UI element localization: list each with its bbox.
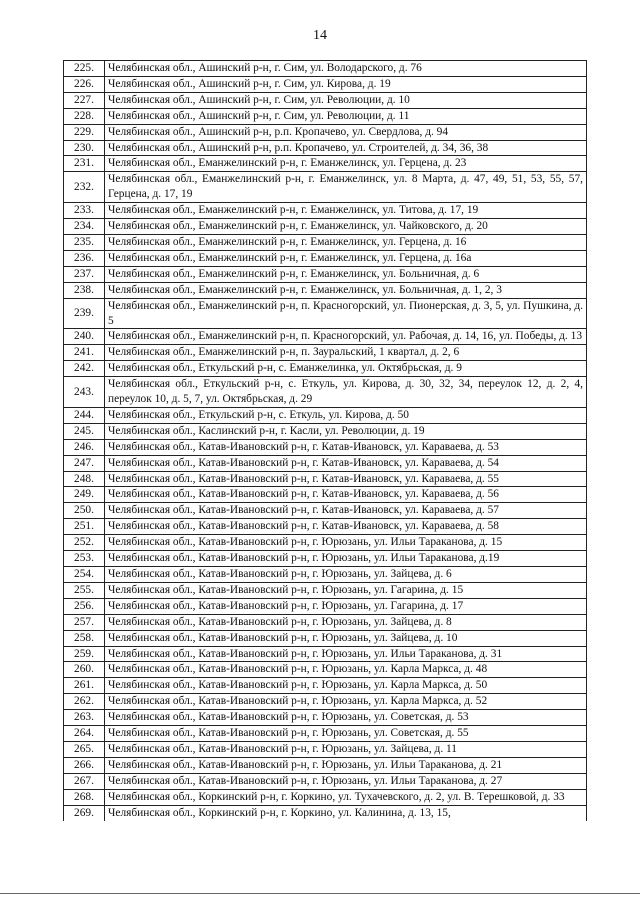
row-number: 266. xyxy=(64,757,105,773)
row-address: Челябинская обл., Ашинский р-н, р.п. Кропачево, ул. Свердлова, д. 94 xyxy=(105,124,587,140)
row-number: 245. xyxy=(64,423,105,439)
table-row xyxy=(64,377,587,408)
table-row xyxy=(64,519,587,535)
table-row xyxy=(64,551,587,567)
row-address: Челябинская обл., Катав-Ивановский р-н, г. Юрюзань, ул. Гагарина, д. 15 xyxy=(105,582,587,598)
row-address: Челябинская обл., Катав-Ивановский р-н, г. Катав-Ивановск, ул. Караваева, д. 58 xyxy=(105,519,587,535)
row-address: Челябинская обл., Катав-Ивановский р-н, г. Юрюзань, ул. Карла Маркса, д. 48 xyxy=(105,662,587,678)
row-number: 233. xyxy=(64,203,105,219)
table-row xyxy=(64,646,587,662)
row-address: Челябинская обл., Еманжелинский р-н, п. Красногорский, ул. Пионерская, д. 3, 5, ул. Пушкина, д. 5 xyxy=(105,298,587,329)
row-address: Челябинская обл., Еманжелинский р-н, г. Еманжелинск, ул. 8 Марта, д. 47, 49, 51, 53, 55, 57, Герцена, д. 17, 19 xyxy=(105,172,587,203)
table-row xyxy=(64,455,587,471)
row-address: Челябинская обл., Катав-Ивановский р-н, г. Юрюзань, ул. Ильи Тараканова, д. 15 xyxy=(105,535,587,551)
row-address: Челябинская обл., Ашинский р-н, г. Сим, ул. Володарского, д. 76 xyxy=(105,61,587,77)
table-row xyxy=(64,614,587,630)
row-number: 260. xyxy=(64,662,105,678)
row-number: 232. xyxy=(64,172,105,203)
table-row xyxy=(64,678,587,694)
table-row xyxy=(64,773,587,789)
table-row xyxy=(64,423,587,439)
row-number: 248. xyxy=(64,471,105,487)
row-number: 231. xyxy=(64,156,105,172)
row-address: Челябинская обл., Еткульский р-н, с. Еткуль, ул. Кирова, д. 50 xyxy=(105,407,587,423)
table-row xyxy=(64,710,587,726)
table-row xyxy=(64,439,587,455)
table-row xyxy=(64,219,587,235)
table-row xyxy=(64,487,587,503)
row-number: 227. xyxy=(64,92,105,108)
row-address: Челябинская обл., Еманжелинский р-н, г. Еманжелинск, ул. Герцена, д. 16 xyxy=(105,234,587,250)
table-row xyxy=(64,471,587,487)
row-number: 265. xyxy=(64,741,105,757)
row-number: 259. xyxy=(64,646,105,662)
address-register-table xyxy=(63,60,587,821)
row-address: Челябинская обл., Катав-Ивановский р-н, г. Катав-Ивановск, ул. Караваева, д. 56 xyxy=(105,487,587,503)
row-address: Челябинская обл., Катав-Ивановский р-н, г. Юрюзань, ул. Ильи Тараканова, д. 21 xyxy=(105,757,587,773)
row-number: 225. xyxy=(64,61,105,77)
table-row xyxy=(64,630,587,646)
row-number: 236. xyxy=(64,250,105,266)
table-row xyxy=(64,598,587,614)
row-address: Челябинская обл., Еманжелинский р-н, г. Еманжелинск, ул. Герцена, д. 16а xyxy=(105,250,587,266)
row-address: Челябинская обл., Ашинский р-н, р.п. Кропачево, ул. Строителей, д. 34, 36, 38 xyxy=(105,140,587,156)
row-address: Челябинская обл., Катав-Ивановский р-н, г. Катав-Ивановск, ул. Караваева, д. 53 xyxy=(105,439,587,455)
row-address: Челябинская обл., Катав-Ивановский р-н, г. Юрюзань, ул. Карла Маркса, д. 52 xyxy=(105,694,587,710)
row-number: 226. xyxy=(64,76,105,92)
row-address: Челябинская обл., Катав-Ивановский р-н, г. Юрюзань, ул. Ильи Тараканова, д. 27 xyxy=(105,773,587,789)
row-number: 261. xyxy=(64,678,105,694)
row-number: 251. xyxy=(64,519,105,535)
table-row xyxy=(64,535,587,551)
row-number: 258. xyxy=(64,630,105,646)
table-row xyxy=(64,250,587,266)
table-row xyxy=(64,172,587,203)
row-address: Челябинская обл., Еманжелинский р-н, г. Еманжелинск, ул. Больничная, д. 6 xyxy=(105,266,587,282)
row-number: 262. xyxy=(64,694,105,710)
row-address: Челябинская обл., Ашинский р-н, г. Сим, ул. Революции, д. 10 xyxy=(105,92,587,108)
row-number: 237. xyxy=(64,266,105,282)
row-address: Челябинская обл., Катав-Ивановский р-н, г. Юрюзань, ул. Карла Маркса, д. 50 xyxy=(105,678,587,694)
table-row xyxy=(64,61,587,77)
row-address: Челябинская обл., Еткульский р-н, с. Еманжелинка, ул. Октябрьская, д. 9 xyxy=(105,361,587,377)
row-address: Челябинская обл., Катав-Ивановский р-н, г. Юрюзань, ул. Ильи Тараканова, д. 31 xyxy=(105,646,587,662)
row-number: 263. xyxy=(64,710,105,726)
row-address: Челябинская обл., Катав-Ивановский р-н, г. Юрюзань, ул. Зайцева, д. 8 xyxy=(105,614,587,630)
register-table-body xyxy=(64,61,587,821)
row-number: 229. xyxy=(64,124,105,140)
row-address: Челябинская обл., Ашинский р-н, г. Сим, ул. Революции, д. 11 xyxy=(105,108,587,124)
table-row xyxy=(64,298,587,329)
table-row xyxy=(64,92,587,108)
row-number: 228. xyxy=(64,108,105,124)
table-row xyxy=(64,582,587,598)
table-row xyxy=(64,361,587,377)
table-row xyxy=(64,757,587,773)
row-address: Челябинская обл., Катав-Ивановский р-н, г. Катав-Ивановск, ул. Караваева, д. 54 xyxy=(105,455,587,471)
row-address: Челябинская обл., Катав-Ивановский р-н, г. Юрюзань, ул. Зайцева, д. 6 xyxy=(105,567,587,583)
row-number: 243. xyxy=(64,377,105,408)
row-number: 256. xyxy=(64,598,105,614)
table-row xyxy=(64,694,587,710)
row-number: 230. xyxy=(64,140,105,156)
row-address: Челябинская обл., Еманжелинский р-н, г. Еманжелинск, ул. Чайковского, д. 20 xyxy=(105,219,587,235)
row-number: 257. xyxy=(64,614,105,630)
row-address: Челябинская обл., Катав-Ивановский р-н, г. Юрюзань, ул. Советская, д. 53 xyxy=(105,710,587,726)
table-row xyxy=(64,407,587,423)
row-address: Челябинская обл., Каслинский р-н, г. Касли, ул. Революции, д. 19 xyxy=(105,423,587,439)
row-address: Челябинская обл., Ашинский р-н, г. Сим, ул. Кирова, д. 19 xyxy=(105,76,587,92)
table-row xyxy=(64,741,587,757)
table-row xyxy=(64,234,587,250)
row-number: 267. xyxy=(64,773,105,789)
row-number: 239. xyxy=(64,298,105,329)
table-row xyxy=(64,726,587,742)
row-number: 249. xyxy=(64,487,105,503)
row-number: 244. xyxy=(64,407,105,423)
row-number: 269. xyxy=(64,805,105,820)
table-row xyxy=(64,124,587,140)
table-row xyxy=(64,266,587,282)
row-number: 250. xyxy=(64,503,105,519)
table-row xyxy=(64,76,587,92)
row-address: Челябинская обл., Катав-Ивановский р-н, г. Юрюзань, ул. Ильи Тараканова, д.19 xyxy=(105,551,587,567)
table-row xyxy=(64,789,587,805)
row-address: Челябинская обл., Еманжелинский р-н, г. Еманжелинск, ул. Титова, д. 17, 19 xyxy=(105,203,587,219)
table-row xyxy=(64,567,587,583)
row-number: 247. xyxy=(64,455,105,471)
row-number: 254. xyxy=(64,567,105,583)
row-address: Челябинская обл., Катав-Ивановский р-н, г. Юрюзань, ул. Зайцева, д. 10 xyxy=(105,630,587,646)
row-number: 246. xyxy=(64,439,105,455)
row-number: 234. xyxy=(64,219,105,235)
row-address: Челябинская обл., Катав-Ивановский р-н, г. Катав-Ивановск, ул. Караваева, д. 57 xyxy=(105,503,587,519)
table-row xyxy=(64,503,587,519)
table-row xyxy=(64,203,587,219)
page-bottom-rule xyxy=(0,893,640,894)
row-address: Челябинская обл., Коркинский р-н, г. Коркино, ул. Калинина, д. 13, 15, xyxy=(105,805,587,820)
row-address: Челябинская обл., Коркинский р-н, г. Коркино, ул. Тухачевского, д. 2, ул. В. Терешковой, д. 33 xyxy=(105,789,587,805)
row-number: 253. xyxy=(64,551,105,567)
row-number: 268. xyxy=(64,789,105,805)
row-address: Челябинская обл., Еманжелинский р-н, п. Красногорский, ул. Рабочая, д. 14, 16, ул. Победы, д. 13 xyxy=(105,329,587,345)
row-number: 252. xyxy=(64,535,105,551)
row-address: Челябинская обл., Катав-Ивановский р-н, г. Юрюзань, ул. Зайцева, д. 11 xyxy=(105,741,587,757)
row-address: Челябинская обл., Катав-Ивановский р-н, г. Катав-Ивановск, ул. Караваева, д. 55 xyxy=(105,471,587,487)
row-number: 238. xyxy=(64,282,105,298)
row-number: 264. xyxy=(64,726,105,742)
table-row xyxy=(64,345,587,361)
page-number: 14 xyxy=(313,28,327,43)
table-row xyxy=(64,662,587,678)
table-row xyxy=(64,140,587,156)
row-address: Челябинская обл., Еманжелинский р-н, п. Зауральский, 1 квартал, д. 2, 6 xyxy=(105,345,587,361)
table-row xyxy=(64,282,587,298)
row-address: Челябинская обл., Катав-Ивановский р-н, г. Юрюзань, ул. Гагарина, д. 17 xyxy=(105,598,587,614)
row-address: Челябинская обл., Еманжелинский р-н, г. Еманжелинск, ул. Больничная, д. 1, 2, 3 xyxy=(105,282,587,298)
table-row xyxy=(64,108,587,124)
table-row xyxy=(64,156,587,172)
row-address: Челябинская обл., Еманжелинский р-н, г. Еманжелинск, ул. Герцена, д. 23 xyxy=(105,156,587,172)
row-address: Челябинская обл., Еткульский р-н, с. Еткуль, ул. Кирова, д. 30, 32, 34, переулок 12, д. 2, 4, переулок 10, д. 5, 7, ул. Октябрьская, д. 29 xyxy=(105,377,587,408)
row-number: 240. xyxy=(64,329,105,345)
row-address: Челябинская обл., Катав-Ивановский р-н, г. Юрюзань, ул. Советская, д. 55 xyxy=(105,726,587,742)
row-number: 235. xyxy=(64,234,105,250)
row-number: 242. xyxy=(64,361,105,377)
table-row xyxy=(64,805,587,820)
table-row xyxy=(64,329,587,345)
row-number: 255. xyxy=(64,582,105,598)
row-number: 241. xyxy=(64,345,105,361)
